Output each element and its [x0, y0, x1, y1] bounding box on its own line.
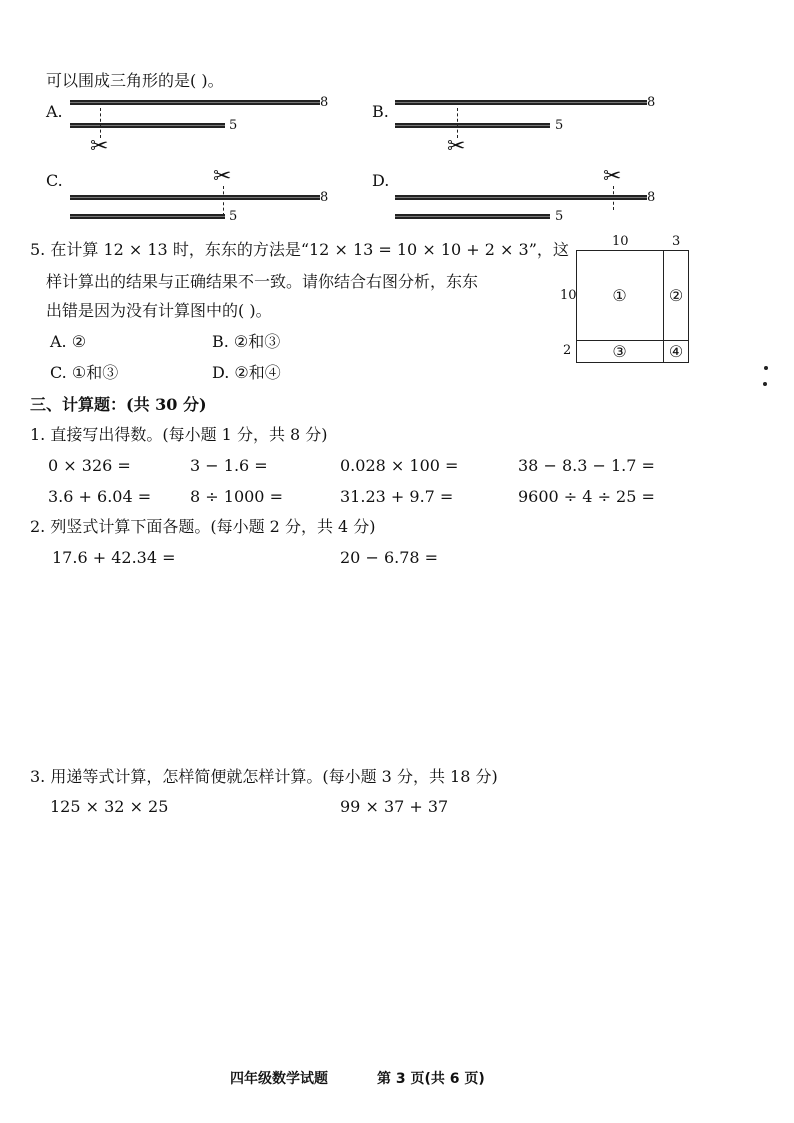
q4-option-a-letter[interactable]: A. [46, 102, 63, 121]
fig-region-1: ① [576, 250, 664, 341]
calc-item: 0 × 326 = [48, 456, 131, 475]
q5-option-c[interactable]: C. ①和③ [50, 363, 119, 382]
q4-option-c-letter[interactable]: C. [46, 171, 63, 190]
binding-dot [764, 366, 768, 370]
fig-region-4: ④ [668, 342, 684, 361]
q5-option-a[interactable]: A. ② [50, 332, 87, 351]
vertical-calc-item: 17.6 + 42.34 = [52, 548, 176, 567]
scissors-icon: ✂ [603, 164, 622, 189]
section3-part1-title: 1. 直接写出得数。(每小题 1 分，共 8 分) [30, 425, 328, 444]
q4-stem: 可以围成三角形的是( )。 [46, 71, 224, 90]
binding-dot [763, 382, 767, 386]
q4-b-top-len: 8 [647, 95, 656, 110]
fig-left-label-10: 10 [560, 288, 577, 303]
calc-item: 0.028 × 100 = [340, 456, 459, 475]
q5-line-1: 5. 在计算 12 × 13 时，东东的方法是“12 × 13 = 10 × 10 + 2 × 3”，这 [30, 240, 569, 259]
calc-item: 3.6 + 6.04 = [48, 487, 152, 506]
q4-c-bottom-len: 5 [229, 209, 238, 224]
q5-line-2: 样计算出的结果与正确结果不一致。请你结合右图分析，东东 [46, 272, 479, 291]
scissors-icon: ✂ [213, 164, 232, 189]
scissors-icon: ✂ [447, 134, 466, 159]
vertical-calc-item: 20 − 6.78 = [340, 548, 439, 567]
q5-line-3: 出错是因为没有计算图中的( )。 [46, 301, 272, 320]
stepwise-calc-item: 99 × 37 + 37 [340, 797, 449, 816]
footer-page: 第 3 页(共 6 页) [377, 1071, 485, 1087]
q4-b-rod-bottom [395, 123, 550, 128]
q4-c-rod-bottom [70, 214, 225, 219]
q4-d-rod-bottom [395, 214, 550, 219]
calc-item: 31.23 + 9.7 = [340, 487, 454, 506]
calc-item: 8 ÷ 1000 = [190, 487, 283, 506]
q4-b-bottom-len: 5 [555, 118, 564, 133]
fig-region-3: ③ [576, 341, 664, 362]
section3-title: 三、计算题：(共 30 分) [30, 395, 207, 414]
q4-b-rod-top [395, 100, 647, 105]
q4-a-rod-bottom [70, 123, 225, 128]
fig-top-label-3: 3 [672, 234, 681, 249]
q4-c-cut-line [223, 186, 224, 216]
q5-option-d[interactable]: D. ②和④ [212, 363, 281, 382]
calc-item: 3 − 1.6 = [190, 456, 268, 475]
calc-item: 9600 ÷ 4 ÷ 25 = [518, 487, 655, 506]
q4-option-b-letter[interactable]: B. [372, 102, 389, 121]
q4-option-d-letter[interactable]: D. [372, 171, 390, 190]
fig-top-label-10: 10 [612, 234, 629, 249]
q4-a-top-len: 8 [320, 95, 329, 110]
q4-c-top-len: 8 [320, 190, 329, 205]
section3-part3-title: 3. 用递等式计算，怎样简便就怎样计算。(每小题 3 分，共 18 分) [30, 767, 498, 786]
q4-d-top-len: 8 [647, 190, 656, 205]
fig-left-label-2: 2 [563, 343, 572, 358]
q4-d-bottom-len: 5 [555, 209, 564, 224]
stepwise-calc-item: 125 × 32 × 25 [50, 797, 169, 816]
scissors-icon: ✂ [90, 134, 109, 159]
q5-option-b[interactable]: B. ②和③ [212, 332, 281, 351]
q4-a-rod-top [70, 100, 320, 105]
calc-item: 38 − 8.3 − 1.7 = [518, 456, 655, 475]
q4-a-bottom-len: 5 [229, 118, 238, 133]
q4-c-rod-top [70, 195, 320, 200]
q4-d-rod-top [395, 195, 647, 200]
fig-region-2: ② [664, 250, 688, 341]
footer-subject: 四年级数学试题 [230, 1071, 328, 1087]
section3-part2-title: 2. 列竖式计算下面各题。(每小题 2 分，共 4 分) [30, 517, 376, 536]
